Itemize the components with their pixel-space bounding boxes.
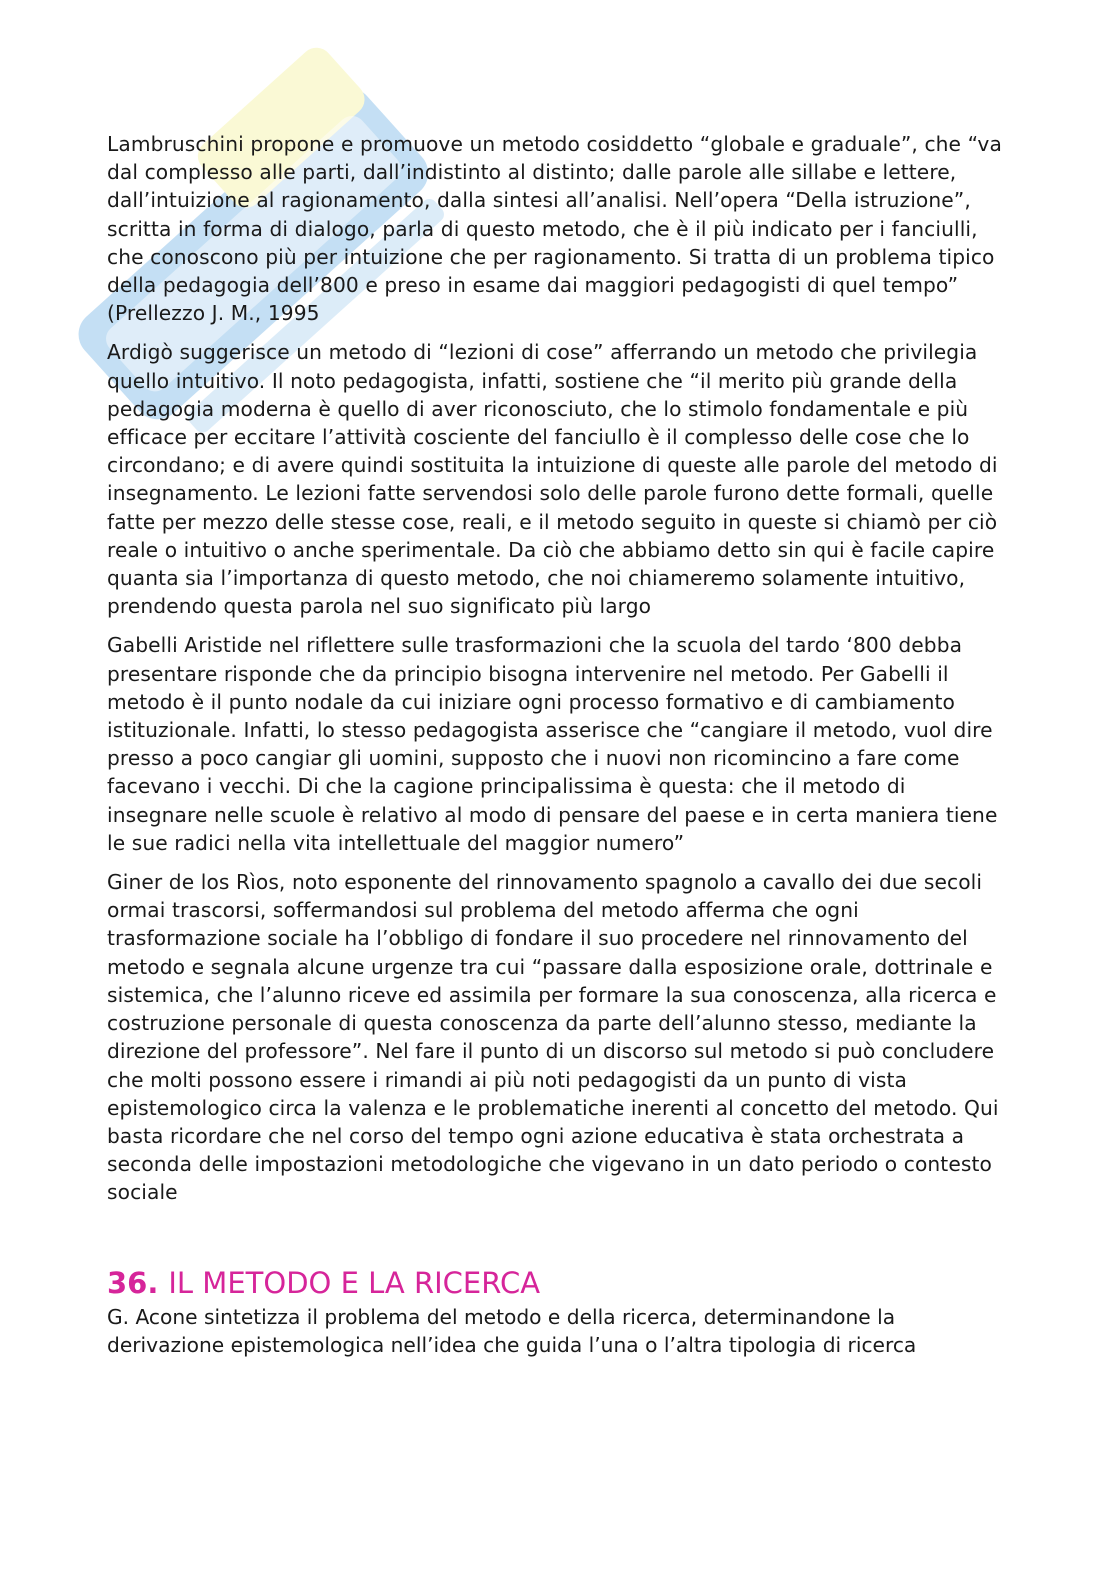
paragraph-gabelli: Gabelli Aristide nel riflettere sulle trasformazioni che la scuola del tardo ‘800 debba presentare risponde che da principio bisogna intervenire nel metodo. Per Gabelli il metodo è il punto nodale da cui iniziare ogni processo formativo e di cambiamento istituzionale. Infatti, lo stesso pedagogista asserisce che “cangiare il metodo, vuol dire presso a poco cangiar gli uomini, supposto che i nuovi non ricomincino a fare come facevano i vecchi. Di che la cagione principalissima è questa: che il metodo di insegnare nelle scuole è relativo al modo di pensare del paese e in certa maniera tiene le sue radici nella vita intellettuale del maggior numero” bbox=[107, 633, 998, 855]
document-body bbox=[107, 130, 1007, 1379]
paragraph-lambruschini: Lambruschini propone e promuove un metodo cosiddetto “globale e graduale”, che “va dal complesso alle parti, dall’indistinto al distinto; dalle parole alle sillabe e lettere, dall’intuizione al ragionamento, dalla sintesi all’analisi. Nell’opera “Della istruzione”, scritta in forma di dialogo, parla di questo metodo, che è il più indicato per i fanciulli, che conoscono più per intuizione che per ragionamento. Si tratta di un problema tipico della pedagogia dell’800 e preso in esame dai maggiori pedagogisti di quel tempo” (Prellezzo J. M., 1995 bbox=[107, 132, 1002, 326]
section-heading bbox=[107, 1265, 1007, 1301]
section-body-paragraph: G. Acone sintetizza il problema del metodo e della ricerca, determinandone la derivazione epistemologica nell’idea che guida l’una o l’altra tipologia di ricerca bbox=[107, 1304, 917, 1357]
section-title: IL METODO E LA RICERCA bbox=[168, 1265, 541, 1300]
paragraph-giner-de-los-rios: Giner de los Rìos, noto esponente del rinnovamento spagnolo a cavallo dei due secoli ormai trascorsi, soffermandosi sul problema del metodo afferma che ogni trasformazione sociale ha l’obbligo di fondare il suo procedere nel rinnovamento del metodo e segnala alcune urgenze tra cui “passare dalla esposizione orale, dottrinale e sistemica, che l’alunno riceve ed assimila per formare la sua conoscenza, alla ricerca e costruzione personale di questa conoscenza da parte dell’alunno stesso, mediante la direzione del professore”. Nel fare il punto di un discorso sul metodo si può concludere che molti possono essere i rimandi ai più noti pedagogisti da un punto di vista epistemologico circa la valenza e le problematiche inerenti al concetto del metodo. Qui basta ricordare che nel corso del tempo ogni azione educativa è stata orchestrata a seconda delle impostazioni metodologiche che vigevano in un dato periodo o contesto sociale bbox=[107, 870, 999, 1205]
section-number: 36. bbox=[107, 1265, 159, 1300]
paragraph-ardigo: Ardigò suggerisce un metodo di “lezioni di cose” afferrando un metodo che privilegia quello intuitivo. Il noto pedagogista, infatti, sostiene che “il merito più grande della pedagogia moderna è quello di aver riconosciuto, che lo stimolo fondamentale e più efficace per eccitare l’attività cosciente del fanciullo è il complesso delle cose che lo circondano; e di avere quindi sostituita la intuizione di queste alle parole del metodo di insegnamento. Le lezioni fatte servendosi solo delle parole furono dette formali, quelle fatte per mezzo delle stesse cose, reali, e il metodo seguito in queste si chiamò per ciò reale o intuitivo o anche sperimentale. Da ciò che abbiamo detto sin qui è facile capire quanta sia l’importanza di questo metodo, che noi chiameremo solamente intuitivo, prendendo questa parola nel suo significato più largo bbox=[107, 340, 998, 619]
